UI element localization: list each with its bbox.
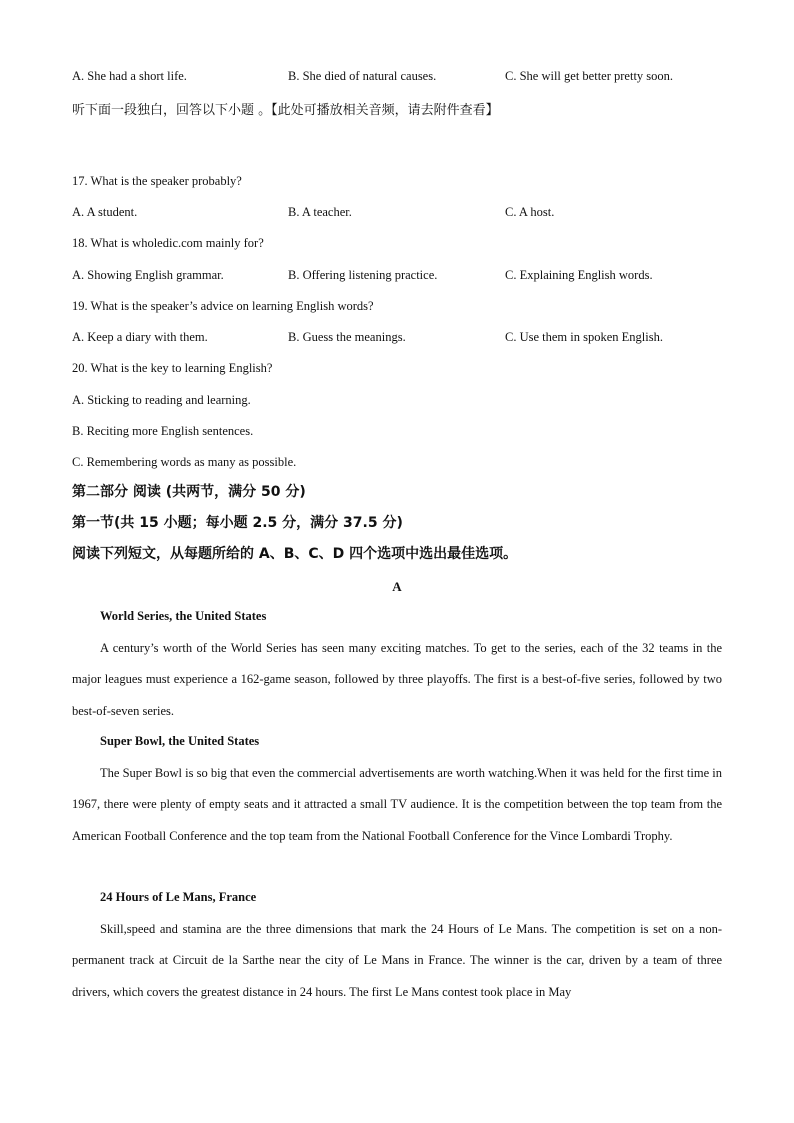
option-c: C. A host. <box>505 205 555 219</box>
option-a: A. She had a short life. <box>72 69 187 83</box>
question-18-stem: 18. What is wholedic.com mainly for? <box>72 236 264 250</box>
section1-title: 第一节(共 15 小题；每小题 2.5 分，满分 37.5 分) <box>72 515 403 531</box>
option-a: A. Showing English grammar. <box>72 268 224 282</box>
passage-heading-world-series: World Series, the United States <box>100 609 267 623</box>
option-a: A. A student. <box>72 205 138 219</box>
question-20-option-c: C. Remembering words as many as possible. <box>72 455 297 469</box>
passage-heading-le-mans: 24 Hours of Le Mans, France <box>100 890 257 904</box>
part2-title: 第二部分 阅读 (共两节，满分 50 分) <box>72 484 306 500</box>
option-c: C. Explaining English words. <box>505 268 653 282</box>
question-17-stem: 17. What is the speaker probably? <box>72 174 242 188</box>
option-a: A. Keep a diary with them. <box>72 330 208 344</box>
passage-paragraph-le-mans: Skill,speed and stamina are the three dimensions that mark the 24 Hours of Le Mans. The competition is set on a non-permanent track at Circuit de la Sarthe near the city of Le Mans in France. The winner is the car, driven by a team of three drivers, which covers the greatest distance in 24 hours. The first Le Mans contest took place in May <box>72 922 722 999</box>
question-19-stem: 19. What is the speaker’s advice on learning English words? <box>72 299 374 313</box>
option-c: C. She will get better pretty soon. <box>505 69 674 83</box>
reading-instruction: 阅读下列短文，从每题所给的 A、B、C、D 四个选项中选出最佳选项。 <box>72 546 518 562</box>
passage-letter: A <box>392 579 402 594</box>
question-20-option-b: B. Reciting more English sentences. <box>72 424 254 438</box>
option-b: B. A teacher. <box>288 205 352 219</box>
option-b: B. Guess the meanings. <box>288 330 406 344</box>
passage-paragraph-super-bowl: The Super Bowl is so big that even the commercial advertisements are worth watching.When it was held for the first time in 1967, there were plenty of empty seats and it attracted a small TV audience. It is the competition between the top team from the American Football Conference and the top team from the National Football Conference for the Vince Lombardi Trophy. <box>72 766 722 843</box>
passage-paragraph-world-series: A century’s worth of the World Series has seen many exciting matches. To get to the series, each of the 32 teams in the major leagues must experience a 162-game season, followed by three playoffs. The first is a best-of-five series, followed by two best-of-seven series. <box>72 641 722 718</box>
passage-heading-super-bowl: Super Bowl, the United States <box>100 734 260 748</box>
option-b: B. She died of natural causes. <box>288 69 437 83</box>
question-20-stem: 20. What is the key to learning English? <box>72 361 273 375</box>
option-b: B. Offering listening practice. <box>288 268 438 282</box>
monologue-instruction: 听下面一段独白，回答以下小题 。【此处可播放相关音频，请去附件查看】 <box>72 103 499 118</box>
option-c: C. Use them in spoken English. <box>505 330 663 344</box>
question-20-option-a: A. Sticking to reading and learning. <box>72 393 251 407</box>
